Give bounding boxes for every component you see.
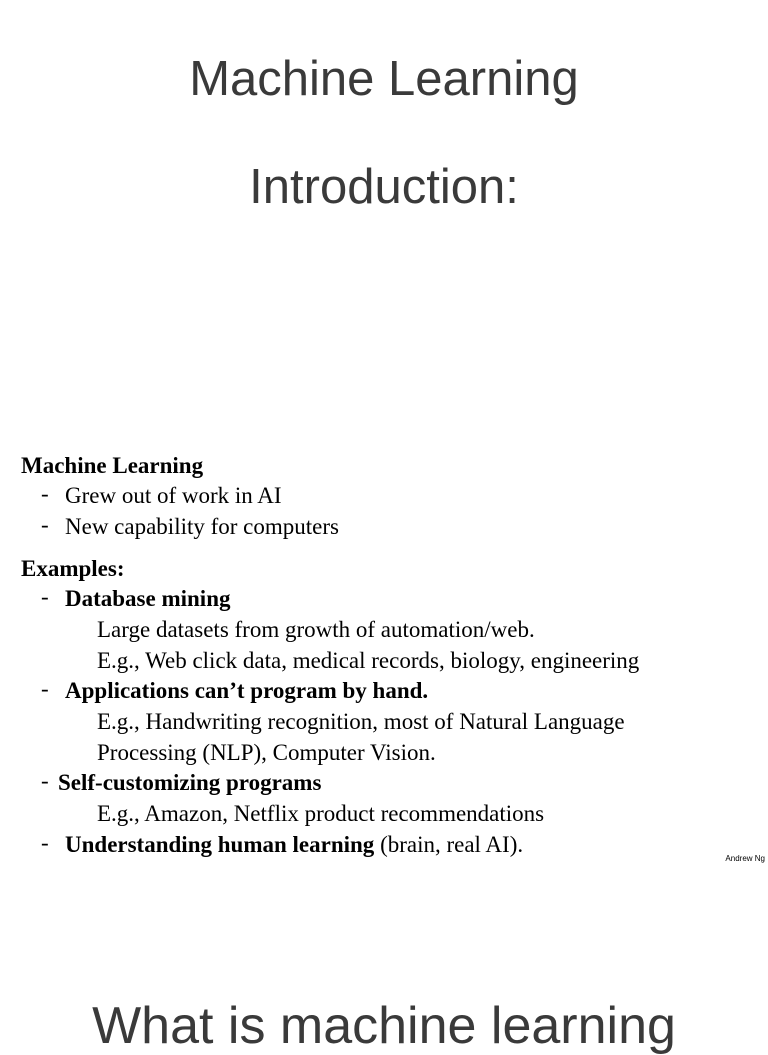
slide-content xyxy=(0,452,768,872)
section-title: Introduction: xyxy=(249,160,519,214)
example-detail: E.g., Amazon, Netflix product recommendations xyxy=(97,801,545,826)
example-detail: E.g., Web click data, medical records, biology, engineering xyxy=(97,648,640,673)
bullet-dash: - xyxy=(41,584,49,609)
example-item xyxy=(65,833,523,856)
example-label: Database mining xyxy=(65,586,231,611)
page-title: Machine Learning xyxy=(189,52,579,106)
author-credit: Andrew Ng xyxy=(725,854,765,863)
bullet-dash: - xyxy=(41,512,49,537)
example-suffix: (brain, real AI). xyxy=(374,832,524,857)
bullet-dash: - xyxy=(41,481,49,506)
slide-heading: Machine Learning xyxy=(21,453,204,478)
intro-item: Grew out of work in AI xyxy=(65,483,282,508)
example-detail: E.g., Handwriting recognition, most of Natural Language xyxy=(97,709,625,734)
examples-heading: Examples: xyxy=(21,556,125,581)
next-section-title: What is machine learning xyxy=(92,997,676,1055)
intro-item: New capability for computers xyxy=(65,514,339,539)
bullet-dash: - xyxy=(41,676,49,701)
example-label: Self-customizing programs xyxy=(58,770,322,795)
example-detail: Large datasets from growth of automation/web. xyxy=(97,617,535,642)
example-label: Understanding human learning xyxy=(65,832,375,857)
example-detail: Processing (NLP), Computer Vision. xyxy=(97,740,436,765)
example-label: Applications can’t program by hand. xyxy=(65,678,429,703)
bullet-dash: - xyxy=(41,830,49,855)
bullet-dash: - xyxy=(41,768,49,793)
